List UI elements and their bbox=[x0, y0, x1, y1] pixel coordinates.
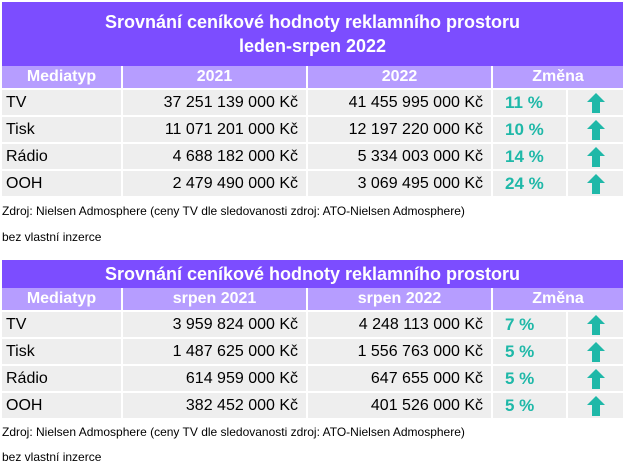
trend-cell bbox=[567, 89, 623, 116]
media-cell: Tisk bbox=[2, 116, 122, 143]
media-cell: OOH bbox=[2, 392, 122, 418]
header-change: Změna bbox=[492, 66, 623, 89]
table-row bbox=[2, 365, 623, 392]
arrow-up-icon bbox=[587, 93, 605, 113]
table1 bbox=[2, 66, 623, 196]
header-aug-2022: srpen 2022 bbox=[307, 288, 492, 311]
value-curr-cell: 12 197 220 000 Kč bbox=[307, 116, 492, 143]
trend-cell bbox=[567, 116, 623, 143]
table2-header-row bbox=[2, 288, 623, 311]
trend-cell bbox=[567, 143, 623, 170]
header-aug-2021: srpen 2021 bbox=[122, 288, 307, 311]
value-prev-cell: 382 452 000 Kč bbox=[122, 392, 307, 418]
header-mediatyp: Mediatyp bbox=[2, 66, 122, 89]
trend-cell bbox=[567, 365, 623, 392]
value-curr-cell: 401 526 000 Kč bbox=[307, 392, 492, 418]
value-curr-cell: 41 455 995 000 Kč bbox=[307, 89, 492, 116]
table1-title-line2: leden-srpen 2022 bbox=[238, 36, 387, 56]
table-row bbox=[2, 170, 623, 196]
trend-cell bbox=[567, 392, 623, 418]
change-cell: 7 % bbox=[492, 311, 567, 338]
table1-header-row bbox=[2, 66, 623, 89]
value-prev-cell: 1 487 625 000 Kč bbox=[122, 338, 307, 365]
value-prev-cell: 614 959 000 Kč bbox=[122, 365, 307, 392]
table2 bbox=[2, 288, 623, 418]
change-cell: 24 % bbox=[492, 170, 567, 196]
media-cell: Rádio bbox=[2, 365, 122, 392]
table-row bbox=[2, 89, 623, 116]
media-cell: TV bbox=[2, 89, 122, 116]
trend-cell bbox=[567, 170, 623, 196]
header-mediatyp: Mediatyp bbox=[2, 288, 122, 311]
value-curr-cell: 647 655 000 Kč bbox=[307, 365, 492, 392]
header-year-2022: 2022 bbox=[307, 66, 492, 89]
change-cell: 5 % bbox=[492, 365, 567, 392]
value-curr-cell: 1 556 763 000 Kč bbox=[307, 338, 492, 365]
change-cell: 5 % bbox=[492, 392, 567, 418]
value-curr-cell: 3 069 495 000 Kč bbox=[307, 170, 492, 196]
trend-cell bbox=[567, 338, 623, 365]
comparison-jan-aug-block bbox=[2, 2, 623, 244]
media-cell: OOH bbox=[2, 170, 122, 196]
table1-title bbox=[2, 2, 623, 66]
table1-source: Zdroj: Nielsen Admosphere (ceny TV dle sledovanosti zdroj: ATO-Nielsen Admosphere) bbox=[2, 204, 465, 218]
value-curr-cell: 4 248 113 000 Kč bbox=[307, 311, 492, 338]
change-cell: 11 % bbox=[492, 89, 567, 116]
table1-title-line1: Srovnání ceníkové hodnoty reklamního prostoru bbox=[104, 12, 521, 32]
table-row bbox=[2, 116, 623, 143]
table1-note: bez vlastní inzerce bbox=[2, 230, 102, 244]
table-row bbox=[2, 143, 623, 170]
comparison-august-block bbox=[2, 260, 623, 464]
arrow-up-icon bbox=[587, 120, 605, 140]
media-cell: Tisk bbox=[2, 338, 122, 365]
trend-cell bbox=[567, 311, 623, 338]
table-row bbox=[2, 392, 623, 418]
value-prev-cell: 11 071 201 000 Kč bbox=[122, 116, 307, 143]
header-year-2021: 2021 bbox=[122, 66, 307, 89]
media-cell: Rádio bbox=[2, 143, 122, 170]
arrow-up-icon bbox=[587, 147, 605, 167]
table2-title: Srovnání ceníkové hodnoty reklamního prostoru bbox=[2, 260, 623, 288]
value-curr-cell: 5 334 003 000 Kč bbox=[307, 143, 492, 170]
value-prev-cell: 3 959 824 000 Kč bbox=[122, 311, 307, 338]
arrow-up-icon bbox=[587, 369, 605, 389]
header-change: Změna bbox=[492, 288, 623, 311]
change-cell: 5 % bbox=[492, 338, 567, 365]
change-cell: 10 % bbox=[492, 116, 567, 143]
media-cell: TV bbox=[2, 311, 122, 338]
arrow-up-icon bbox=[587, 174, 605, 194]
arrow-up-icon bbox=[587, 315, 605, 335]
value-prev-cell: 2 479 490 000 Kč bbox=[122, 170, 307, 196]
table2-note: bez vlastní inzerce bbox=[2, 450, 102, 464]
arrow-up-icon bbox=[587, 396, 605, 416]
arrow-up-icon bbox=[587, 342, 605, 362]
table-row bbox=[2, 338, 623, 365]
value-prev-cell: 4 688 182 000 Kč bbox=[122, 143, 307, 170]
value-prev-cell: 37 251 139 000 Kč bbox=[122, 89, 307, 116]
table-row bbox=[2, 311, 623, 338]
table2-source: Zdroj: Nielsen Admosphere (ceny TV dle sledovanosti zdroj: ATO-Nielsen Admosphere) bbox=[2, 425, 465, 439]
change-cell: 14 % bbox=[492, 143, 567, 170]
